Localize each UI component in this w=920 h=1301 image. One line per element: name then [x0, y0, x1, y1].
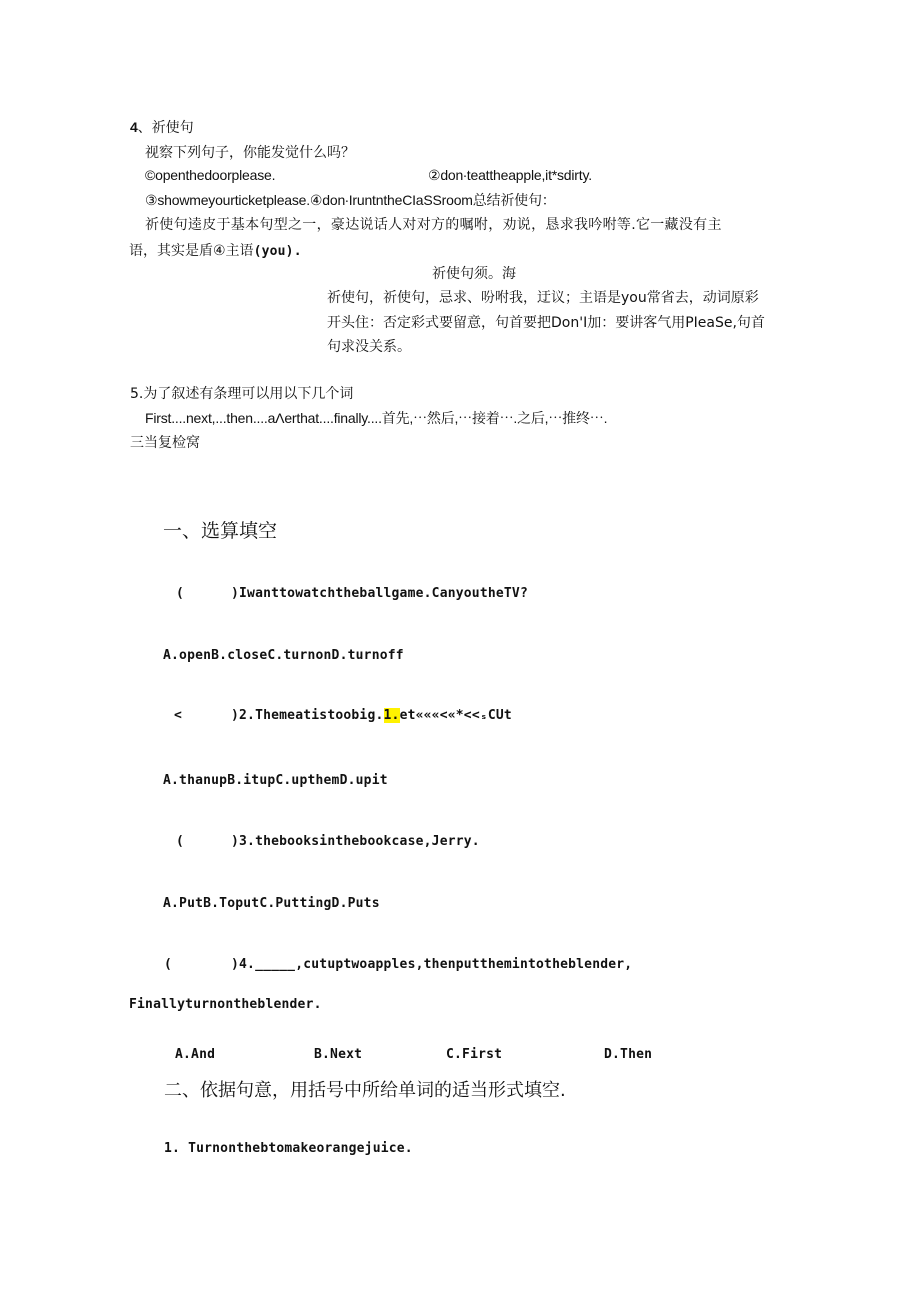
review-heading: 三当复检窝 [130, 435, 200, 451]
q4-text: )4._____,cutuptwoapples,thenputthemintotheblender, [231, 957, 633, 972]
q1-options: A.openB.closeC.turnonD.turnoff [163, 648, 404, 663]
observe-prompt: 视察下列句子，你能发觉什么吗？ [145, 145, 355, 161]
q4-option-c: C.First [446, 1047, 503, 1062]
imperative-explanation-line-1: 祈使句逵皮于基本句型之一，豪达说话人对对方的嘱咐，劝说，恳求我吟咐等.它一藏没有主 [145, 217, 722, 233]
q2-options: A.thanupB.itupC.upthemD.upit [163, 773, 388, 788]
example-sentence-3-4: ③showmeyourticketplease.④don∙IruntntheCIaSSroom总结祈使句： [145, 192, 556, 208]
example-sentence-2: ②don∙teattheapple,it*sdirty. [428, 167, 592, 183]
q2-text [231, 708, 512, 723]
part-1-title: 一、选算填空 [163, 520, 278, 542]
rhyme-line-3: 句求没关系。 [327, 339, 411, 355]
q2-bracket: < [174, 708, 183, 723]
example-sentence-1: ©openthedoorplease. [145, 167, 276, 183]
q1-bracket: ( [176, 586, 185, 601]
rhyme-line-2: 开头住：否定彩式要留意，句首要把Don'I加：要讲客气用PIeaSe,句首 [327, 315, 765, 331]
explanation-text: 语，其实是盾④主语 [129, 243, 254, 259]
explanation-you: (you). [253, 244, 302, 259]
q4-option-d: D.Then [604, 1047, 653, 1062]
q2-text-before: )2.Themeatistoobig. [231, 708, 384, 723]
q2-highlight: 1. [383, 708, 400, 723]
section-5-heading: 5.为了叙述有条理可以用以下几个词 [130, 386, 354, 402]
rhyme-title: 祈使句须。海 [432, 266, 516, 282]
q4-text-continued: Finallyturnontheblender. [129, 997, 322, 1012]
q4-bracket: ( [164, 957, 173, 972]
q3-text: )3.thebooksinthebookcase,Jerry. [231, 834, 480, 849]
section-4-heading [130, 117, 194, 137]
q4-option-a: A.And [175, 1047, 216, 1062]
q3-options: A.PutB.ToputC.PuttingD.Puts [163, 896, 380, 911]
section-4-title: 、祈使句 [137, 120, 194, 136]
q1-text: )Iwanttowatchtheballgame.CanyoutheTV? [231, 586, 528, 601]
q3-bracket: ( [176, 834, 185, 849]
rhyme-line-1: 祈使句，祈使句，忌求、吩咐我，迂议；主语是you常省去，动词原彩 [327, 290, 759, 306]
part-2-q1: 1. Turnonthebtomakeorangejuice. [164, 1141, 413, 1156]
sequence-words: First....next,...then....aΛerthat....finally....首先,⋯然后,⋯接着⋯.之后,⋯推终⋯. [145, 410, 608, 426]
q2-text-after: et«««<«*<<ₛCUt [399, 708, 512, 723]
part-2-title: 二、依据句意，用括号中所给单词的适当形式填空. [164, 1080, 566, 1101]
q4-option-b: B.Next [314, 1047, 363, 1062]
imperative-explanation-line-2 [129, 240, 302, 260]
section-4-number: 4 [130, 119, 138, 135]
